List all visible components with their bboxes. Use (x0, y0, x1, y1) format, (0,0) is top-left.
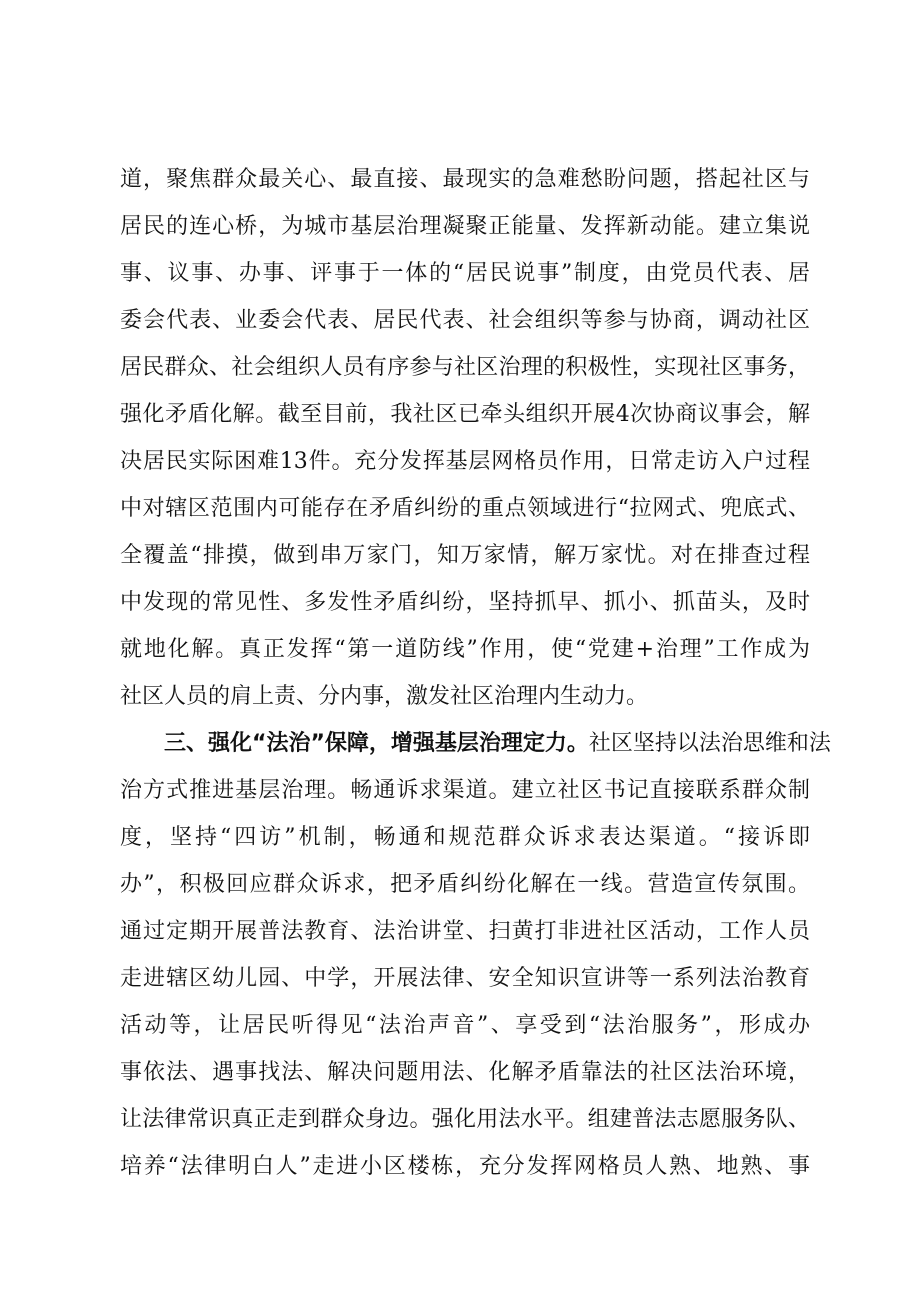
body-line: 委会代表、业委会代表、居民代表、社会组织等参与协商，调动社区 (120, 308, 810, 333)
body-line: 让法律常识真正走到群众身边。强化用法水平。组建普法志愿服务队、 (120, 1107, 810, 1132)
body-line: 事、议事、办事、评事于一体的“居民说事”制度，由党员代表、居 (120, 261, 810, 286)
body-line: 居民群众、社会组织人员有序参与社区治理的积极性，实现社区事务， (120, 355, 810, 380)
body-line: 活动等，让居民听得见“法治声音”、享受到“法治服务”，形成办 (120, 1013, 810, 1038)
body-line: 就地化解。真正发挥“第一道防线”作用，使“党建+治理”工作成为 (120, 637, 810, 662)
body-line: 培养“法律明白人”走进小区楼栋，充分发挥网格员人熟、地熟、事 (120, 1154, 810, 1179)
body-line: 治方式推进基层治理。畅通诉求渠道。建立社区书记直接联系群众制 (120, 778, 810, 803)
body-line: 道，聚焦群众最关心、最直接、最现实的急难愁盼问题，搭起社区与 (120, 167, 810, 192)
body-line: 居民的连心桥，为城市基层治理凝聚正能量、发挥新动能。建立集说 (120, 214, 810, 239)
section-3-heading: 三、强化“法治”保障，增强基层治理定力。 (164, 731, 589, 756)
body-line: 决居民实际困难13件。充分发挥基层网格员作用，日常走访入户过程 (120, 449, 810, 474)
body-line: 强化矛盾化解。截至目前，我社区已牵头组织开展4次协商议事会，解 (120, 402, 810, 427)
body-line: 全覆盖“排摸，做到串万家门，知万家情，解万家忧。对在排查过程 (120, 543, 810, 568)
body-line: 中发现的常见性、多发性矛盾纠纷，坚持抓早、抓小、抓苗头，及时 (120, 590, 810, 615)
body-line: 度，坚持“四访”机制，畅通和规范群众诉求表达渠道。“接诉即 (120, 825, 810, 850)
section-3-text: 社区坚持以法治思维和法 (588, 731, 831, 756)
body-line: 走进辖区幼儿园、中学，开展法律、安全知识宣讲等一系列法治教育 (120, 966, 810, 991)
body-line: 办”，积极回应群众诉求，把矛盾纠纷化解在一线。营造宣传氛围。 (120, 872, 810, 897)
body-line: 中对辖区范围内可能存在矛盾纠纷的重点领域进行“拉网式、兜底式、 (120, 496, 810, 521)
body-line: 通过定期开展普法教育、法治讲堂、扫黄打非进社区活动，工作人员 (120, 919, 810, 944)
body-line: 事依法、遇事找法、解决问题用法、化解矛盾靠法的社区法治环境， (120, 1060, 810, 1085)
section-3-first-line (164, 726, 831, 762)
body-line: 社区人员的肩上责、分内事，激发社区治理内生动力。 (120, 684, 649, 709)
